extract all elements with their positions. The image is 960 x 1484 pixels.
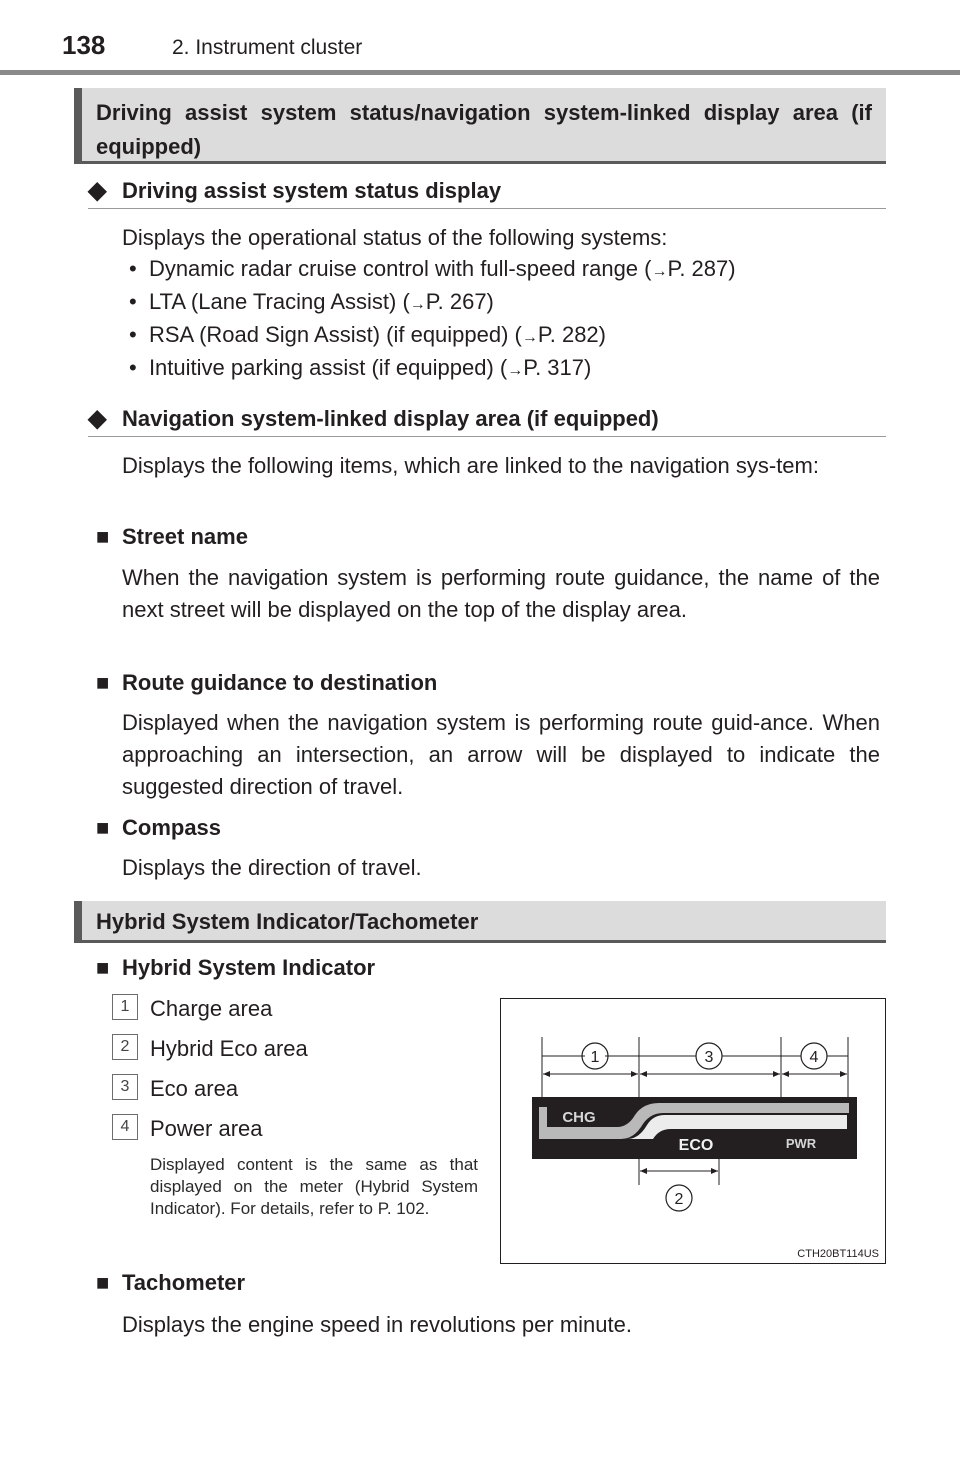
paragraph-street-name: When the navigation system is performing route guidance, the name of the next street will be displayed on the top of the display area. (122, 565, 880, 622)
number-badge: 2 (112, 1034, 138, 1060)
callout-3 (696, 1043, 722, 1069)
paragraph-compass: Displays the direction of travel. (122, 855, 422, 880)
arrow-icon: → (507, 362, 524, 379)
square-bullet-icon: ■ (96, 815, 110, 840)
svg-text:2: 2 (674, 1191, 684, 1208)
subheading-driving-assist-status (88, 176, 501, 205)
subheading-divider (88, 208, 886, 209)
callout-4 (801, 1043, 827, 1069)
svg-text:1: 1 (590, 1049, 600, 1066)
chg-label: CHG (562, 1109, 596, 1126)
item-heading-compass: ■ Compass (96, 815, 222, 840)
square-bullet-icon: ■ (96, 524, 110, 549)
arrow-icon: → (651, 263, 668, 280)
hybrid-indicator-diagram (501, 999, 885, 1263)
header-divider (0, 70, 960, 75)
subheading-divider (88, 436, 886, 437)
page-reference[interactable]: P. 287) (667, 256, 736, 281)
square-bullet-icon: ■ (96, 1270, 110, 1295)
callout-2 (666, 1185, 692, 1211)
paragraph-tachometer: Displays the engine speed in revolutions per minute. (122, 1312, 632, 1337)
page-reference[interactable]: P. 317) (523, 355, 592, 380)
diamond-icon: ◆ (88, 177, 107, 204)
subheading-label: Driving assist system status display (122, 178, 502, 203)
numbered-item-charge: 1 Charge area (112, 996, 272, 1023)
number-badge: 1 (112, 994, 138, 1020)
square-bullet-icon: ■ (96, 955, 110, 980)
numbered-item-eco: 3 Eco area (112, 1076, 238, 1103)
section-title-hybrid-tachometer: Hybrid System Indicator/Tachometer (74, 901, 886, 943)
numbered-item-power: 4 Power area (112, 1116, 263, 1143)
arrow-icon: → (521, 329, 538, 346)
item-heading-street-name: ■ Street name (96, 524, 248, 549)
paragraph-intro: Displays the operational status of the following systems: (122, 225, 668, 250)
page-number: 138 (62, 30, 106, 60)
hybrid-indicator-figure (500, 998, 886, 1264)
list-item: • LTA (Lane Tracing Assist) (→P. 267) (129, 289, 494, 314)
arrow-icon: → (409, 296, 426, 313)
number-badge: 3 (112, 1074, 138, 1100)
paragraph-navigation-intro: Displays the following items, which are linked to the navigation sys-tem: (122, 453, 819, 478)
item-heading-tachometer: ■ Tachometer (96, 1270, 246, 1295)
svg-text:3: 3 (704, 1049, 714, 1066)
subheading-navigation-linked (88, 404, 659, 433)
number-badge: 4 (112, 1114, 138, 1140)
list-item: • Dynamic radar cruise control with full-speed range (→P. 287) (129, 256, 736, 281)
section-title-driving-assist: Driving assist system status/navigation system-linked display area (if equipped) (74, 88, 886, 164)
pwr-label: PWR (785, 1136, 817, 1151)
diamond-icon: ◆ (88, 405, 107, 432)
item-heading-hybrid-indicator: ■ Hybrid System Indicator (96, 955, 376, 980)
chapter-title: 2. Instrument cluster (172, 36, 363, 59)
page-reference[interactable]: P. 282) (537, 322, 606, 347)
svg-text:4: 4 (809, 1049, 819, 1066)
numbered-item-hybrid-eco: 2 Hybrid Eco area (112, 1036, 308, 1063)
item-heading-route-guidance: ■ Route guidance to destination (96, 670, 438, 695)
note-text: Displayed content is the same as that displayed on the meter (Hybrid System Indicator). For details, refer to P. 102. (150, 1155, 478, 1218)
eco-label: ECO (678, 1137, 714, 1154)
list-item: • RSA (Road Sign Assist) (if equipped) (→P. 282) (129, 322, 606, 347)
subheading-label: Navigation system-linked display area (if equipped) (122, 406, 659, 431)
callout-1 (582, 1043, 608, 1069)
list-item: • Intuitive parking assist (if equipped) (→P. 317) (129, 355, 592, 380)
figure-code: CTH20BT114US (797, 1248, 879, 1260)
square-bullet-icon: ■ (96, 670, 110, 695)
page-reference[interactable]: P. 267) (425, 289, 494, 314)
paragraph-route-guidance: Displayed when the navigation system is performing route guid-ance. When approaching an intersection, an arrow will be displayed to indicate the suggested direction of travel. (122, 710, 880, 799)
